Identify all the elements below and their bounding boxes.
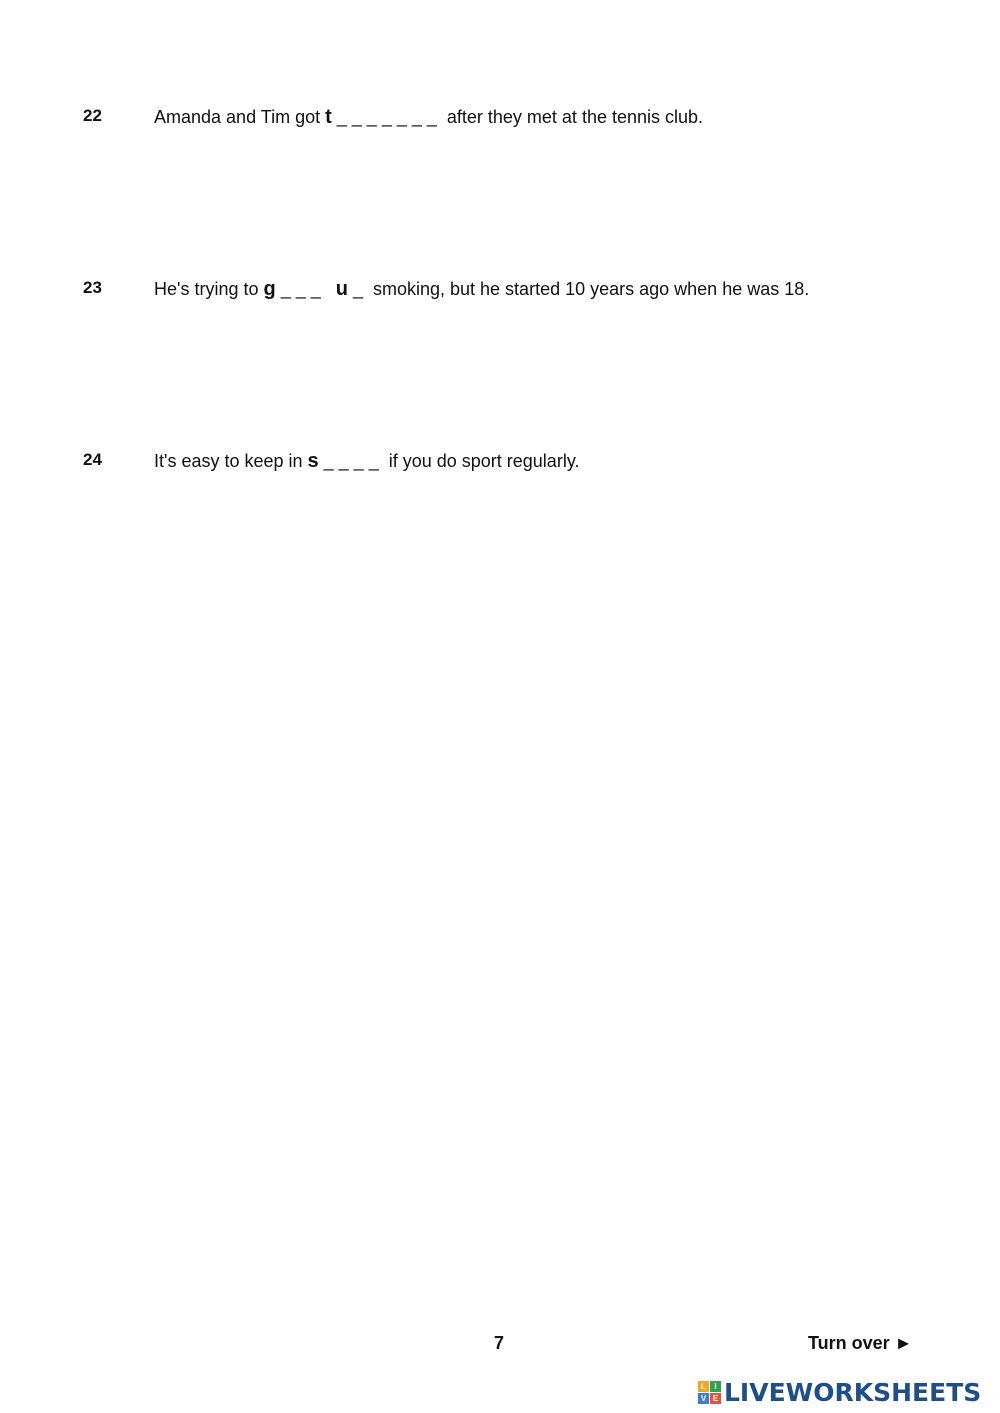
text-before: It's easy to keep in bbox=[154, 451, 308, 471]
logo-mark-icon bbox=[698, 1381, 721, 1404]
question-number: 23 bbox=[83, 278, 102, 297]
logo-mark-letter: E bbox=[710, 1393, 721, 1404]
first-letter: t bbox=[325, 106, 332, 128]
question-22 bbox=[0, 106, 1000, 136]
text-after: smoking, but he started 10 years ago when he was 18. bbox=[367, 279, 810, 299]
question-23 bbox=[0, 278, 1000, 308]
question-text bbox=[154, 450, 579, 473]
text-after: after they met at the tennis club. bbox=[441, 107, 704, 127]
logo-text: LIVEWORKSHEETS bbox=[724, 1377, 982, 1407]
page-number: 7 bbox=[494, 1333, 505, 1353]
turn-over-label: Turn over ► bbox=[808, 1333, 913, 1353]
answer-blanks-2[interactable]: _ bbox=[347, 279, 368, 299]
logo-mark-letter: I bbox=[710, 1381, 721, 1392]
answer-blanks[interactable]: _ _ _ _ bbox=[318, 451, 384, 471]
question-text bbox=[154, 278, 809, 301]
logo-mark-letter: L bbox=[698, 1381, 709, 1392]
answer-blanks[interactable]: _ _ _ _ _ _ _ bbox=[331, 107, 442, 127]
text-after: if you do sport regularly. bbox=[383, 451, 580, 471]
first-letter: s bbox=[307, 450, 319, 472]
text-before: He's trying to bbox=[154, 279, 264, 299]
question-number: 22 bbox=[83, 106, 102, 125]
logo-mark-letter: V bbox=[698, 1393, 709, 1404]
first-letter: g bbox=[263, 278, 276, 300]
question-number: 24 bbox=[83, 450, 102, 469]
second-word-letter: u bbox=[335, 278, 348, 300]
answer-blanks[interactable]: _ _ _ bbox=[275, 279, 336, 299]
text-before: Amanda and Tim got bbox=[154, 107, 326, 127]
liveworksheets-logo bbox=[698, 1377, 981, 1407]
question-24 bbox=[0, 450, 1000, 480]
question-text bbox=[154, 106, 703, 129]
